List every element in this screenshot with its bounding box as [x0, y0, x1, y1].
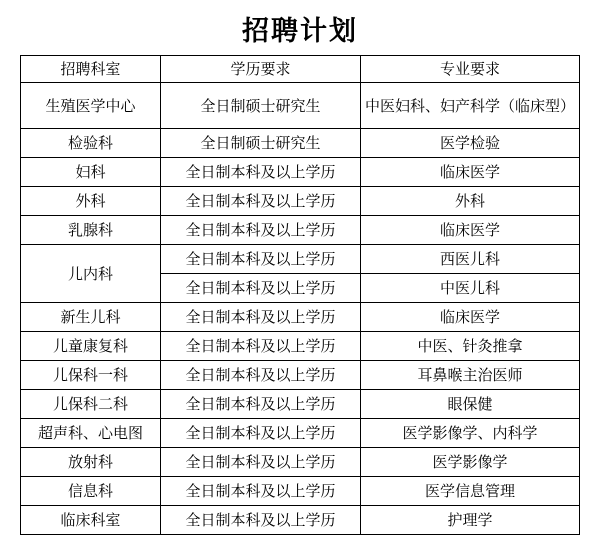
- cell-department: 儿保科一科: [21, 361, 161, 390]
- cell-department: 新生儿科: [21, 303, 161, 332]
- cell-education: 全日制本科及以上学历: [161, 332, 361, 361]
- cell-major: 中医儿科: [361, 274, 580, 303]
- header-education: 学历要求: [161, 56, 361, 83]
- cell-education: 全日制本科及以上学历: [161, 216, 361, 245]
- table-row: [21, 303, 580, 332]
- cell-education: 全日制本科及以上学历: [161, 390, 361, 419]
- cell-education: 全日制本科及以上学历: [161, 448, 361, 477]
- cell-major: 护理学: [361, 506, 580, 535]
- cell-major: 外科: [361, 187, 580, 216]
- cell-department-merged: 儿内科: [21, 245, 161, 303]
- cell-education: 全日制本科及以上学历: [161, 477, 361, 506]
- cell-education: 全日制本科及以上学历: [161, 419, 361, 448]
- table-row: [21, 361, 580, 390]
- cell-education: 全日制本科及以上学历: [161, 274, 361, 303]
- table-row: [21, 477, 580, 506]
- cell-education: 全日制本科及以上学历: [161, 245, 361, 274]
- page-title: 招聘计划: [242, 16, 358, 47]
- table-row: [21, 332, 580, 361]
- cell-department: 生殖医学中心: [21, 83, 161, 129]
- cell-major: 医学检验: [361, 129, 580, 158]
- cell-education: 全日制硕士研究生: [161, 129, 361, 158]
- cell-major: 医学影像学: [361, 448, 580, 477]
- cell-major: 医学影像学、内科学: [361, 419, 580, 448]
- cell-department: 超声科、心电图: [21, 419, 161, 448]
- cell-major: 临床医学: [361, 303, 580, 332]
- header-department: 招聘科室: [21, 56, 161, 83]
- cell-department: 儿保科二科: [21, 390, 161, 419]
- recruitment-table: [20, 55, 580, 535]
- cell-major: 临床医学: [361, 158, 580, 187]
- cell-education: 全日制本科及以上学历: [161, 361, 361, 390]
- cell-department: 放射科: [21, 448, 161, 477]
- cell-department: 妇科: [21, 158, 161, 187]
- cell-department: 乳腺科: [21, 216, 161, 245]
- cell-major: 眼保健: [361, 390, 580, 419]
- table-row: [21, 83, 580, 129]
- cell-education: 全日制本科及以上学历: [161, 303, 361, 332]
- cell-department: 外科: [21, 187, 161, 216]
- table-row: [21, 245, 580, 274]
- cell-major: 临床医学: [361, 216, 580, 245]
- cell-education: 全日制本科及以上学历: [161, 158, 361, 187]
- cell-department: 儿童康复科: [21, 332, 161, 361]
- table-header-row: [21, 56, 580, 83]
- table-row: [21, 129, 580, 158]
- cell-department: 信息科: [21, 477, 161, 506]
- cell-major: 西医儿科: [361, 245, 580, 274]
- cell-education: 全日制本科及以上学历: [161, 506, 361, 535]
- table-row: [21, 390, 580, 419]
- table-row: [21, 448, 580, 477]
- table-row: [21, 506, 580, 535]
- table-row: [21, 216, 580, 245]
- table-row: [21, 187, 580, 216]
- table-row: [21, 419, 580, 448]
- cell-department: 检验科: [21, 129, 161, 158]
- header-major: 专业要求: [361, 56, 580, 83]
- cell-major: 医学信息管理: [361, 477, 580, 506]
- cell-education: 全日制硕士研究生: [161, 83, 361, 129]
- cell-major: 中医、针灸推拿: [361, 332, 580, 361]
- cell-major: 耳鼻喉主治医师: [361, 361, 580, 390]
- cell-major: 中医妇科、妇产科学（临床型）: [361, 83, 580, 129]
- table-row: [21, 158, 580, 187]
- cell-education: 全日制本科及以上学历: [161, 187, 361, 216]
- cell-department: 临床科室: [21, 506, 161, 535]
